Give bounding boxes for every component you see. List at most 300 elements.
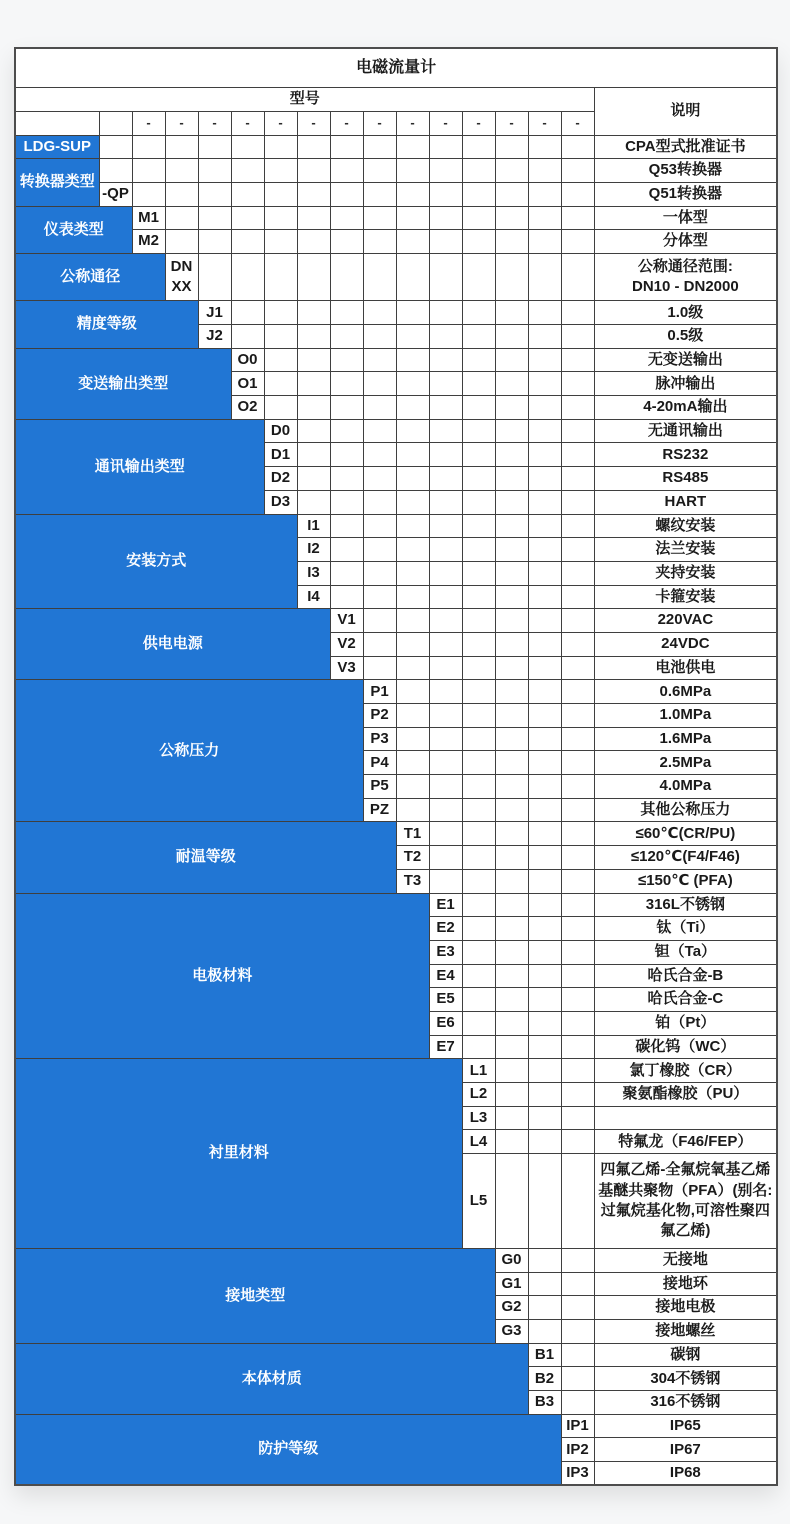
empty-cell [561, 301, 594, 325]
empty-cell [462, 348, 495, 372]
empty-cell [297, 490, 330, 514]
empty-cell [264, 253, 297, 300]
empty-cell [462, 917, 495, 941]
empty-cell [198, 230, 231, 254]
empty-cell [561, 1154, 594, 1249]
description-cell-communication-output-type: RS232 [594, 443, 777, 467]
empty-cell [264, 206, 297, 230]
empty-cell [429, 869, 462, 893]
code-cell-converter-type [99, 159, 132, 183]
dash-cell: - [462, 111, 495, 135]
description-cell-electrode-material: 铂（Pt） [594, 1011, 777, 1035]
empty-cell [396, 490, 429, 514]
empty-cell [528, 632, 561, 656]
empty-cell [429, 751, 462, 775]
description-cell-grounding-type: 接地螺丝 [594, 1319, 777, 1343]
empty-cell [561, 798, 594, 822]
empty-cell [297, 348, 330, 372]
empty-cell [462, 206, 495, 230]
empty-cell [561, 253, 594, 300]
empty-cell [396, 609, 429, 633]
empty-cell [429, 159, 462, 183]
empty-cell [561, 822, 594, 846]
empty-cell [396, 396, 429, 420]
empty-cell [462, 538, 495, 562]
category-cell-converter-type: 转换器类型 [15, 159, 99, 206]
empty-cell [429, 301, 462, 325]
empty-cell [165, 159, 198, 183]
empty-cell [330, 514, 363, 538]
empty-cell [495, 775, 528, 799]
empty-cell [462, 775, 495, 799]
empty-cell [429, 253, 462, 300]
empty-cell [396, 704, 429, 728]
table-row [15, 1248, 777, 1272]
empty-cell [396, 514, 429, 538]
empty-cell [363, 135, 396, 159]
empty-cell [396, 751, 429, 775]
empty-cell [198, 206, 231, 230]
description-cell-lining-material: 特氟龙（F46/FEP） [594, 1130, 777, 1154]
empty-cell [462, 869, 495, 893]
empty-cell [363, 609, 396, 633]
empty-cell [297, 396, 330, 420]
empty-cell [462, 135, 495, 159]
empty-cell [561, 704, 594, 728]
empty-cell [528, 1106, 561, 1130]
empty-cell [396, 561, 429, 585]
description-cell-protection-rating: IP65 [594, 1414, 777, 1438]
empty-cell [330, 325, 363, 349]
empty-cell [462, 704, 495, 728]
empty-cell [396, 585, 429, 609]
empty-cell [429, 182, 462, 206]
empty-cell [264, 135, 297, 159]
empty-cell [462, 230, 495, 254]
empty-cell [363, 419, 396, 443]
empty-cell [462, 940, 495, 964]
empty-cell [561, 419, 594, 443]
description-header: 说明 [594, 87, 777, 135]
empty-cell [429, 680, 462, 704]
dash-cell: - [297, 111, 330, 135]
empty-cell [462, 1035, 495, 1059]
code-cell-grounding-type: G0 [495, 1248, 528, 1272]
table-row [15, 159, 777, 183]
description-cell-nominal-pressure: 2.5MPa [594, 751, 777, 775]
empty-cell [396, 230, 429, 254]
empty-cell [396, 419, 429, 443]
table-row [15, 301, 777, 325]
empty-cell [330, 230, 363, 254]
empty-cell [165, 135, 198, 159]
empty-cell [462, 609, 495, 633]
empty-cell [297, 135, 330, 159]
empty-cell [495, 798, 528, 822]
table-row [15, 609, 777, 633]
empty-cell [561, 1272, 594, 1296]
empty-cell [429, 656, 462, 680]
empty-cell [495, 561, 528, 585]
code-cell-electrode-material: E7 [429, 1035, 462, 1059]
empty-cell [528, 1130, 561, 1154]
empty-cell [330, 538, 363, 562]
code-cell-grounding-type: G3 [495, 1319, 528, 1343]
code-cell-temperature-rating: T1 [396, 822, 429, 846]
empty-cell [231, 159, 264, 183]
description-cell-nominal-pressure: 1.6MPa [594, 727, 777, 751]
empty-cell [495, 846, 528, 870]
empty-cell [429, 230, 462, 254]
model-header: 型号 [15, 87, 594, 111]
empty-cell [561, 846, 594, 870]
empty-cell [363, 348, 396, 372]
empty-cell [462, 988, 495, 1012]
code-cell-power-supply: V3 [330, 656, 363, 680]
category-cell-nominal-pressure: 公称压力 [15, 680, 363, 822]
description-cell-protection-rating: IP68 [594, 1462, 777, 1486]
empty-cell [561, 514, 594, 538]
empty-cell [528, 1296, 561, 1320]
empty-cell [429, 467, 462, 491]
empty-cell [495, 419, 528, 443]
empty-cell [495, 182, 528, 206]
code-cell-nominal-pressure: P1 [363, 680, 396, 704]
empty-cell [165, 206, 198, 230]
dash-cell: - [561, 111, 594, 135]
category-cell-installation-method: 安装方式 [15, 514, 297, 609]
empty-cell [297, 467, 330, 491]
empty-cell [462, 396, 495, 420]
empty-cell [132, 182, 165, 206]
table-row [15, 822, 777, 846]
description-cell-transmitter-output-type: 4-20mA输出 [594, 396, 777, 420]
description-cell-installation-method: 夹持安装 [594, 561, 777, 585]
empty-cell [528, 751, 561, 775]
empty-cell [330, 396, 363, 420]
empty-cell [495, 396, 528, 420]
empty-cell [429, 704, 462, 728]
table-row [15, 1059, 777, 1083]
description-cell-installation-method: 卡箍安装 [594, 585, 777, 609]
empty-cell [495, 159, 528, 183]
empty-cell [528, 538, 561, 562]
dash-cell: - [528, 111, 561, 135]
empty-cell [495, 443, 528, 467]
category-cell-lining-material: 衬里材料 [15, 1059, 462, 1249]
empty-cell [429, 443, 462, 467]
empty-cell [396, 372, 429, 396]
empty-cell [231, 206, 264, 230]
description-cell-meter-type: 分体型 [594, 230, 777, 254]
empty-cell [495, 869, 528, 893]
empty-cell [462, 632, 495, 656]
empty-cell [198, 182, 231, 206]
description-cell-lining-material: 聚氨酯橡胶（PU） [594, 1083, 777, 1107]
empty-cell [297, 159, 330, 183]
description-cell-nominal-pressure: 1.0MPa [594, 704, 777, 728]
empty-cell [495, 514, 528, 538]
code-cell-accuracy-class: J2 [198, 325, 231, 349]
empty-cell [495, 230, 528, 254]
empty-cell [363, 561, 396, 585]
empty-cell [561, 893, 594, 917]
description-cell-grounding-type: 接地电极 [594, 1296, 777, 1320]
empty-cell [363, 632, 396, 656]
empty-cell [297, 325, 330, 349]
empty-cell [561, 1391, 594, 1415]
code-cell-nominal-pressure: P3 [363, 727, 396, 751]
empty-cell [561, 325, 594, 349]
empty-cell [495, 893, 528, 917]
empty-cell [528, 348, 561, 372]
empty-cell [495, 1083, 528, 1107]
description-cell-accuracy-class: 1.0级 [594, 301, 777, 325]
code-cell-grounding-type: G1 [495, 1272, 528, 1296]
code-cell-converter-type: -QP [99, 182, 132, 206]
empty-cell [132, 135, 165, 159]
empty-cell [429, 561, 462, 585]
empty-cell [297, 443, 330, 467]
empty-cell [495, 964, 528, 988]
category-cell-grounding-type: 接地类型 [15, 1248, 495, 1343]
empty-cell [528, 964, 561, 988]
empty-cell [396, 253, 429, 300]
empty-cell [495, 372, 528, 396]
empty-cell [264, 301, 297, 325]
empty-cell [561, 182, 594, 206]
code-cell-grounding-type: G2 [495, 1296, 528, 1320]
empty-cell [528, 301, 561, 325]
code-cell-communication-output-type: D2 [264, 467, 297, 491]
empty-cell [495, 348, 528, 372]
empty-cell [561, 1083, 594, 1107]
description-cell-communication-output-type: RS485 [594, 467, 777, 491]
empty-cell [495, 656, 528, 680]
empty-cell [495, 538, 528, 562]
empty-cell [264, 159, 297, 183]
empty-cell [297, 372, 330, 396]
empty-cell [528, 443, 561, 467]
dash-cell: - [264, 111, 297, 135]
description-cell-electrode-material: 钽（Ta） [594, 940, 777, 964]
category-cell-electrode-material: 电极材料 [15, 893, 429, 1059]
category-cell-communication-output-type: 通讯输出类型 [15, 419, 264, 514]
empty-cell [462, 585, 495, 609]
description-cell-lining-material: 四氟乙烯-全氟烷氧基乙烯基醚共聚物（PFA）(别名:过氟烷基化物,可溶性聚四氟乙烯) [594, 1154, 777, 1249]
code-cell-body-material: B1 [528, 1343, 561, 1367]
code-cell-installation-method: I3 [297, 561, 330, 585]
empty-cell [462, 561, 495, 585]
code-cell-meter-type: M1 [132, 206, 165, 230]
empty-cell [528, 467, 561, 491]
empty-cell [561, 680, 594, 704]
empty-cell [561, 775, 594, 799]
empty-cell [363, 490, 396, 514]
empty-cell [363, 372, 396, 396]
category-cell-transmitter-output-type: 变送输出类型 [15, 348, 231, 419]
empty-cell [561, 443, 594, 467]
empty-cell [561, 372, 594, 396]
empty-cell [396, 775, 429, 799]
page-title: 电磁流量计 [15, 48, 777, 87]
description-cell-power-supply: 220VAC [594, 609, 777, 633]
empty-cell [561, 396, 594, 420]
empty-cell [396, 680, 429, 704]
code-cell-power-supply: V2 [330, 632, 363, 656]
empty-cell [561, 609, 594, 633]
empty-cell [429, 135, 462, 159]
empty-cell [495, 135, 528, 159]
empty-cell [561, 727, 594, 751]
description-cell-meter-type: 一体型 [594, 206, 777, 230]
description-cell-nominal-pressure: 0.6MPa [594, 680, 777, 704]
empty-cell [528, 609, 561, 633]
empty-cell [561, 632, 594, 656]
empty-cell [231, 301, 264, 325]
spec-sheet-page [14, 47, 778, 1486]
empty-cell [165, 230, 198, 254]
dash-cell: - [165, 111, 198, 135]
description-cell-approval-certificate: CPA型式批准证书 [594, 135, 777, 159]
empty-cell [528, 1011, 561, 1035]
category-cell-temperature-rating: 耐温等级 [15, 822, 396, 893]
empty-cell [396, 656, 429, 680]
empty-cell [429, 727, 462, 751]
empty-cell [528, 1272, 561, 1296]
code-cell-meter-type: M2 [132, 230, 165, 254]
empty-cell [330, 135, 363, 159]
empty-cell [396, 798, 429, 822]
description-cell-grounding-type: 无接地 [594, 1248, 777, 1272]
description-cell-protection-rating: IP67 [594, 1438, 777, 1462]
empty-cell [528, 419, 561, 443]
empty-cell [330, 253, 363, 300]
table-row [15, 1343, 777, 1367]
category-cell-protection-rating: 防护等级 [15, 1414, 561, 1485]
empty-cell [495, 1154, 528, 1249]
empty-cell [330, 467, 363, 491]
empty-cell [561, 467, 594, 491]
code-cell-electrode-material: E3 [429, 940, 462, 964]
empty-cell [528, 561, 561, 585]
dash-cell: - [363, 111, 396, 135]
description-cell-temperature-rating: ≤120℃(F4/F46) [594, 846, 777, 870]
empty-cell [429, 372, 462, 396]
empty-cell [528, 1035, 561, 1059]
empty-cell [528, 869, 561, 893]
code-cell-body-material: B3 [528, 1391, 561, 1415]
empty-cell [363, 467, 396, 491]
empty-cell [396, 301, 429, 325]
empty-cell [264, 325, 297, 349]
empty-cell [396, 182, 429, 206]
code-cell-installation-method: I4 [297, 585, 330, 609]
empty-cell [495, 301, 528, 325]
empty-cell [429, 609, 462, 633]
empty-cell [429, 846, 462, 870]
code-cell-electrode-material: E5 [429, 988, 462, 1012]
empty-cell [297, 230, 330, 254]
empty-cell [528, 396, 561, 420]
empty-cell [396, 727, 429, 751]
table-row [15, 182, 777, 206]
empty-cell [264, 182, 297, 206]
empty-cell [429, 348, 462, 372]
empty-cell [528, 1083, 561, 1107]
description-cell-electrode-material: 碳化钨（WC） [594, 1035, 777, 1059]
empty-cell [561, 1343, 594, 1367]
code-cell-transmitter-output-type: O1 [231, 372, 264, 396]
empty-cell [429, 419, 462, 443]
empty-cell [363, 253, 396, 300]
table-row [15, 253, 777, 300]
code-cell-protection-rating: IP3 [561, 1462, 594, 1486]
empty-cell [528, 230, 561, 254]
empty-cell [561, 135, 594, 159]
empty-cell [528, 680, 561, 704]
category-cell-accuracy-class: 精度等级 [15, 301, 198, 348]
empty-cell [528, 1059, 561, 1083]
empty-cell [495, 253, 528, 300]
empty-cell [462, 751, 495, 775]
description-cell-electrode-material: 钛（Ti） [594, 917, 777, 941]
code-cell-lining-material: L4 [462, 1130, 495, 1154]
description-cell-converter-type: Q53转换器 [594, 159, 777, 183]
code-cell-temperature-rating: T2 [396, 846, 429, 870]
description-cell-accuracy-class: 0.5级 [594, 325, 777, 349]
empty-cell [561, 159, 594, 183]
description-cell-nominal-diameter: 公称通径范围: DN10 - DN2000 [594, 253, 777, 300]
code-cell-nominal-pressure: P4 [363, 751, 396, 775]
empty-cell [396, 443, 429, 467]
description-cell-nominal-pressure: 其他公称压力 [594, 798, 777, 822]
empty-cell [363, 301, 396, 325]
empty-cell [330, 206, 363, 230]
description-cell-temperature-rating: ≤150℃ (PFA) [594, 869, 777, 893]
description-cell-converter-type: Q51转换器 [594, 182, 777, 206]
title-row [15, 48, 777, 87]
code-cell-communication-output-type: D1 [264, 443, 297, 467]
empty-cell [462, 964, 495, 988]
dash-cell: - [495, 111, 528, 135]
empty-cell [462, 490, 495, 514]
empty-cell [330, 348, 363, 372]
empty-cell [132, 159, 165, 183]
empty-cell [363, 443, 396, 467]
dash-cell: - [231, 111, 264, 135]
empty-cell [231, 182, 264, 206]
empty-cell [462, 846, 495, 870]
empty-cell [396, 135, 429, 159]
empty-cell [429, 822, 462, 846]
empty-cell [495, 467, 528, 491]
empty-cell [396, 632, 429, 656]
empty-cell [264, 348, 297, 372]
empty-cell [528, 159, 561, 183]
empty-cell [495, 206, 528, 230]
code-cell-communication-output-type: D3 [264, 490, 297, 514]
empty-cell [495, 988, 528, 1012]
empty-cell [297, 301, 330, 325]
empty-cell [528, 1319, 561, 1343]
empty-cell [561, 1106, 594, 1130]
empty-cell [561, 940, 594, 964]
empty-cell [528, 940, 561, 964]
table-row [15, 680, 777, 704]
empty-cell [561, 1248, 594, 1272]
code-cell-lining-material: L1 [462, 1059, 495, 1083]
